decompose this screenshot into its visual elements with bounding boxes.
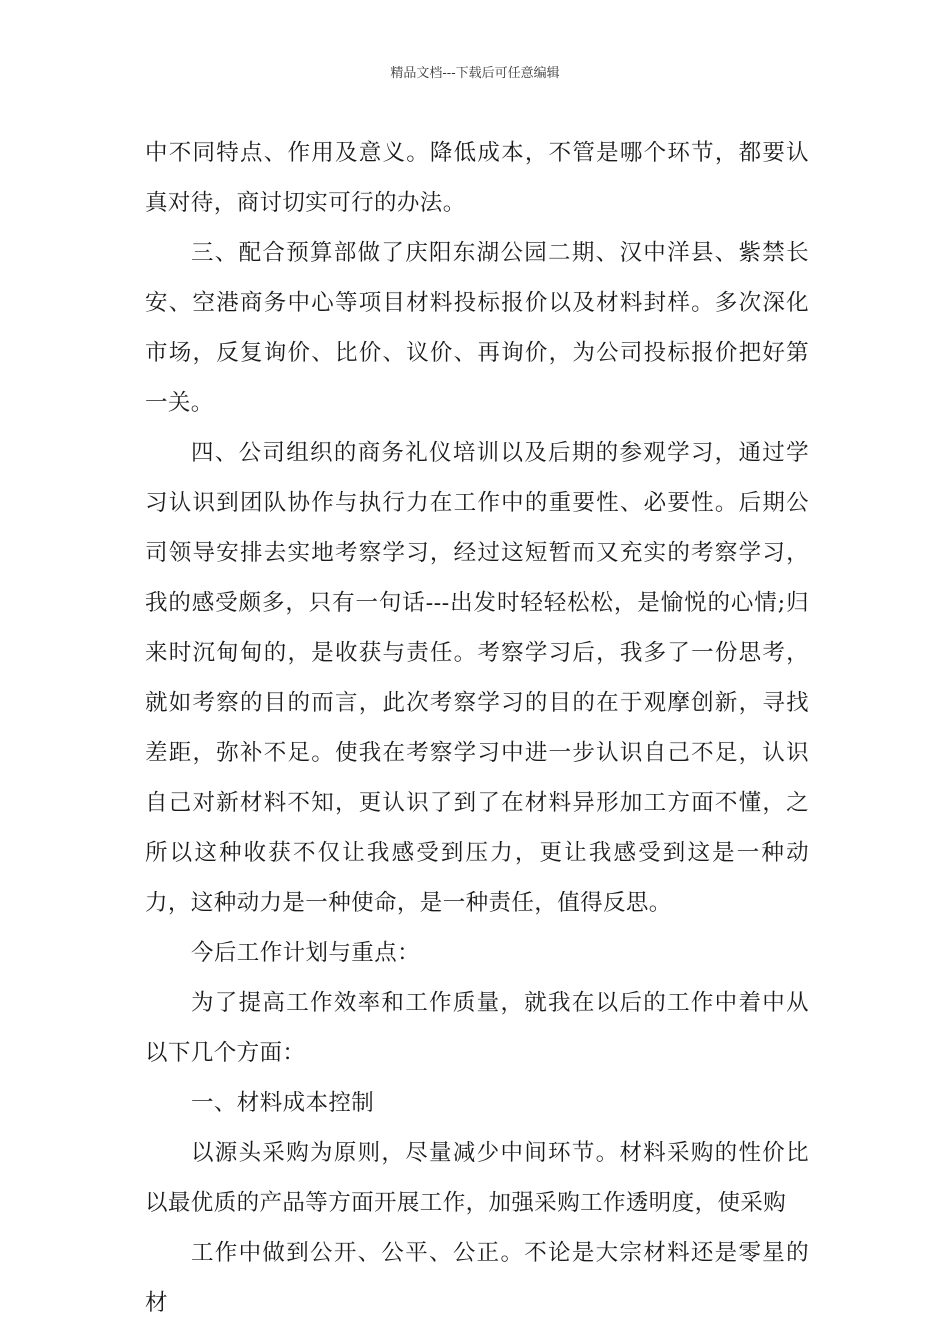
paragraph-7: 以源头采购为原则，尽量减少中间环节。材料采购的性价比以最优质的产品等方面开展工作，加强采购工作透明度，使采购: [145, 1140, 809, 1216]
paragraph-8: 工作中做到公开、公平、公正。不论是大宗材料还是零星的材: [145, 1240, 809, 1316]
section-heading-material-cost: 一、材料成本控制: [191, 1090, 375, 1116]
paragraph-3: 四、公司组织的商务礼仪培训以及后期的参观学习，通过学习认识到团队协作与执行力在工作中的重要性、必要性。后期公司领导安排去实地考察学习，经过这短暂而又充实的考察学习，我的感受颇多，只有一句话---出发时轻轻松松，是愉悦的心情;归来时沉甸甸的，是收获与责任。考察学习后，我多了一份思考，就如考察的目的而言，此次考察学习的目的在于观摩创新，寻找差距，弥补不足。使我在考察学习中进一步认识自己不足，认识自己对新材料不知，更认识了到了在材料异形加工方面不懂，之所以这种收获不仅让我感受到压力，更让我感受到这是一种动力，这种动力是一种使命，是一种责任，值得反思。: [145, 440, 809, 916]
paragraph-2: 三、配合预算部做了庆阳东湖公园二期、汉中洋县、紫禁长安、空港商务中心等项目材料投标报价以及材料封样。多次深化市场，反复询价、比价、议价、再询价，为公司投标报价把好第一关。: [145, 240, 809, 416]
paragraph-1: 中不同特点、作用及意义。降低成本，不管是哪个环节，都要认真对待，商讨切实可行的办法。: [145, 140, 809, 216]
paragraph-5: 为了提高工作效率和工作质量，就我在以后的工作中着中从以下几个方面：: [145, 990, 809, 1066]
page-header: 精品文档---下载后可任意编辑: [390, 66, 560, 81]
document-body: [145, 128, 809, 1328]
paragraph-4: 今后工作计划与重点：: [191, 940, 421, 966]
